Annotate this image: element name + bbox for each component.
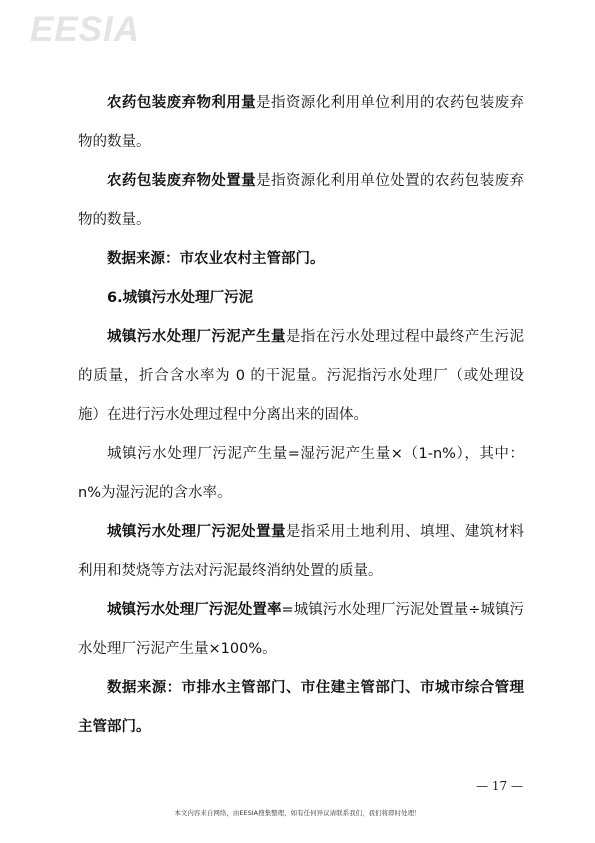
paragraph-sludge-generation bbox=[78, 318, 524, 435]
footer-disclaimer: 本文内容来自网络，由EESIA搜集整理，如有任何异议请联系我们，我们将即时处理！ bbox=[174, 809, 421, 817]
data-source-agriculture: 数据来源：市农业农村主管部门。 bbox=[107, 251, 325, 267]
formula-sludge-disposal-rate: =城镇污水处理厂污泥处置量÷城镇污水处理厂污泥产生量×100%。 bbox=[78, 602, 524, 657]
section-heading-sludge: 6.城镇污水处理厂污泥 bbox=[107, 290, 254, 306]
paragraph-sludge-disposal-rate bbox=[78, 591, 524, 669]
paragraph-pesticide-packaging-disposal bbox=[78, 162, 524, 240]
definition-sludge-disposal: 是指采用土地利用、填埋、建筑材料利用和焚烧等方法对污泥最终消纳处置的质量。 bbox=[78, 524, 525, 579]
term-pesticide-packaging-disposal: 农药包装废弃物处置量 bbox=[107, 173, 257, 189]
formula-sludge-generation: 城镇污水处理厂污泥产生量=湿污泥产生量×（1-n%），其中：n%为湿污泥的含水率。 bbox=[78, 446, 524, 501]
document-body bbox=[78, 84, 524, 747]
term-sludge-generation: 城镇污水处理厂污泥产生量 bbox=[107, 329, 286, 345]
eesia-logo: EESIA bbox=[30, 10, 141, 49]
page-number bbox=[0, 779, 595, 793]
paragraph-pesticide-packaging-utilization bbox=[78, 84, 524, 162]
term-sludge-disposal-rate: 城镇污水处理厂污泥处置率 bbox=[107, 602, 282, 618]
definition-pesticide-packaging-disposal: 是指资源化利用单位处置的农药包装废弃物的数量。 bbox=[78, 173, 525, 228]
page-number-text: — 17 — bbox=[476, 779, 523, 793]
data-source-drainage: 数据来源：市排水主管部门、市住建主管部门、市城市综合管理主管部门。 bbox=[78, 680, 524, 735]
term-pesticide-packaging-utilization: 农药包装废弃物利用量 bbox=[107, 95, 257, 111]
definition-sludge-generation: 是指在污水处理过程中最终产生污泥的质量，折合含水率为 0 的干泥量。污泥指污水处理厂（或处理设施）在进行污水处理过程中分离出来的固体。 bbox=[78, 329, 525, 423]
term-sludge-disposal: 城镇污水处理厂污泥处置量 bbox=[107, 524, 286, 540]
paragraph-sludge-disposal bbox=[78, 513, 524, 591]
definition-pesticide-packaging-utilization: 是指资源化利用单位利用的农药包装废弃物的数量。 bbox=[78, 95, 525, 150]
